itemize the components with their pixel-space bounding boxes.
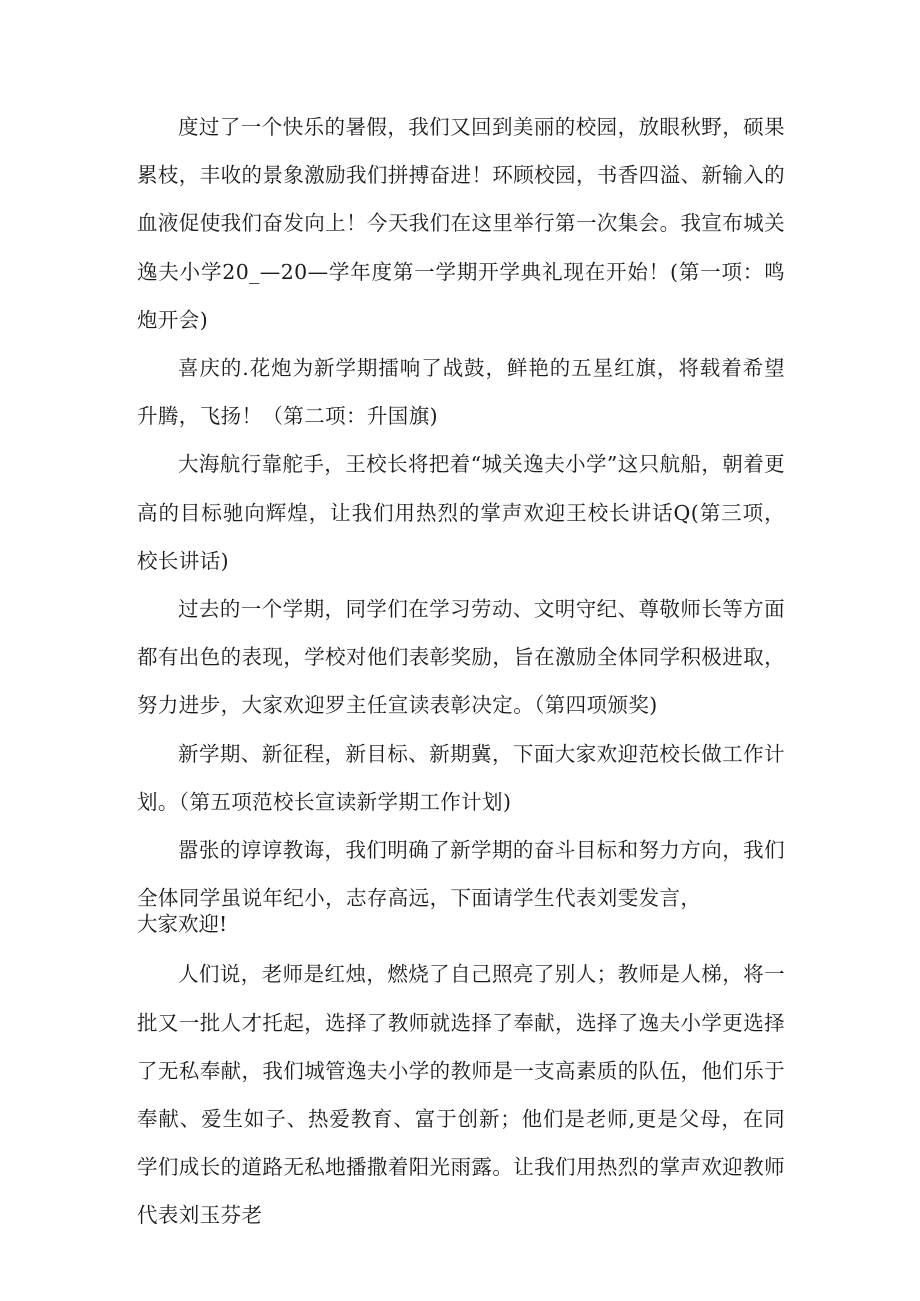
paragraph-principal-speech: 大海航行靠舵手，王校长将把着“城关逸夫小学”这只航船，朝着更高的目标驰向辉煌，让我们用热烈的掌声欢迎王校长讲话Q(第三项，校长讲话) <box>137 452 785 573</box>
paragraph-work-plan: 新学期、新征程，新目标、新期冀，下面大家欢迎范校长做工作计划。（第五项范校长宣读新学期工作计划) <box>137 741 785 814</box>
paragraph-flag-raising: 喜庆的.花炮为新学期擂响了战鼓，鲜艳的五星红旗，将载着希望升腾，飞扬！（第二项：升国旗) <box>137 356 785 429</box>
paragraph-teacher-speech: 人们说，老师是红烛，燃烧了自己照亮了别人；教师是人梯，将一批又一批人才托起，选择了教师就选择了奉献，选择了逸夫小学更选择了无私奉献，我们城管逸夫小学的教师是一支高素质的队伍，他们乐于奉献、爱生如子、热爱教育、富于创新；他们是老师,更是父母，在同学们成长的道路无私地播撒着阳光雨露。让我们用热烈的掌声欢迎教师代表刘玉芬老 <box>137 962 785 1228</box>
paragraph-student-speech-tail: 大家欢迎! <box>137 912 228 937</box>
document-body <box>137 103 785 1240</box>
paragraph-student-speech: 嚣张的谆谆教诲，我们明确了新学期的奋斗目标和努力方向，我们全体同学虽说年纪小，志存高远，下面请学生代表刘雯发言， <box>137 838 785 911</box>
paragraph-awards: 过去的一个学期，同学们在学习劳动、文明守纪、尊敬师长等方面都有出色的表现，学校对他们表彰奖励，旨在激励全体同学积极进取，努力进步，大家欢迎罗主任宣读表彰决定。（第四项颁奖) <box>137 597 785 718</box>
paragraph-opening: 度过了一个快乐的暑假，我们又回到美丽的校园，放眼秋野，硕果累枝，丰收的景象激励我们拼搏奋进！环顾校园，书香四溢、新输入的血液促使我们奋发向上！今天我们在这里举行第一次集会。我宣布城关逸夫小学20_—20—学年度第一学期开学典礼现在开始！(第一项：鸣炮开会) <box>137 115 785 332</box>
